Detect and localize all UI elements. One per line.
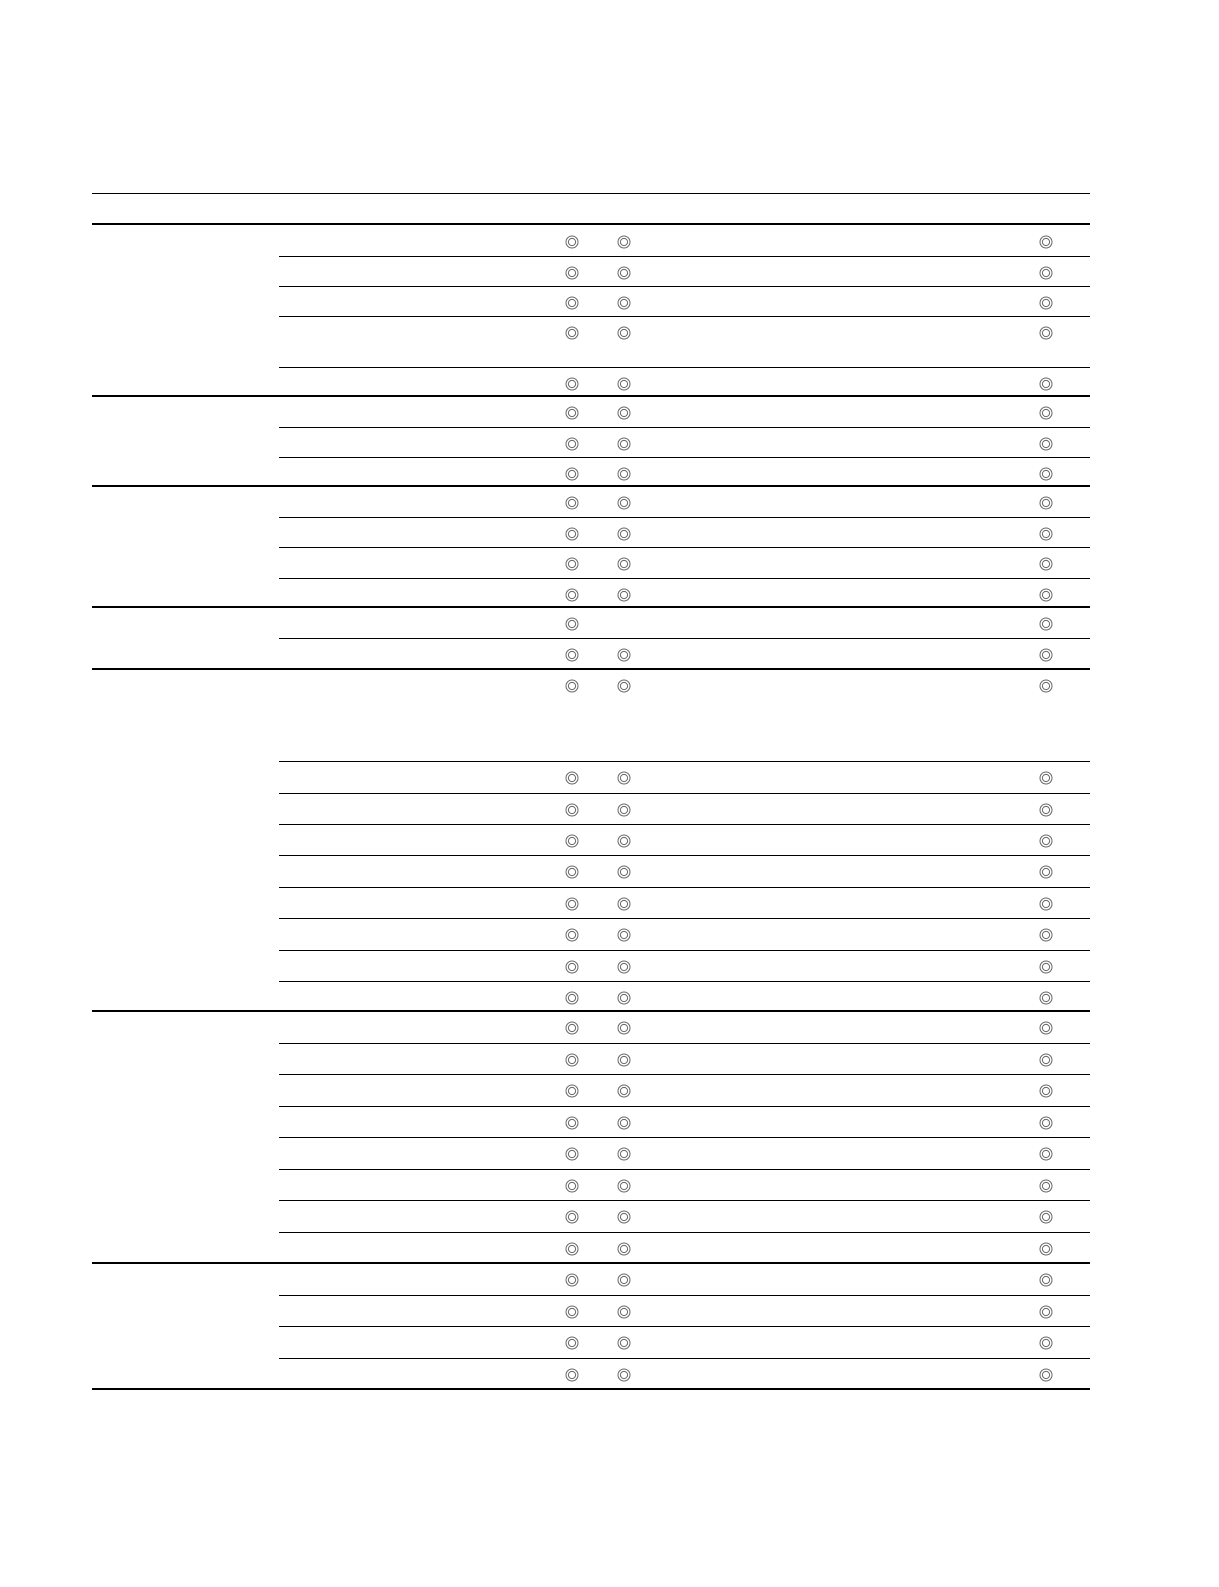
double-circle-icon — [565, 897, 579, 911]
double-circle-icon — [617, 865, 631, 879]
double-circle-icon — [565, 326, 579, 340]
row-divider — [279, 1169, 1090, 1170]
double-circle-icon — [565, 771, 579, 785]
double-circle-icon — [1039, 1210, 1053, 1224]
double-circle-icon — [1039, 377, 1053, 391]
row-divider — [279, 887, 1090, 888]
double-circle-icon — [565, 527, 579, 541]
row-divider — [279, 256, 1090, 257]
double-circle-icon — [565, 406, 579, 420]
group-divider — [92, 606, 1090, 608]
group-divider — [92, 1388, 1090, 1390]
double-circle-icon — [617, 648, 631, 662]
double-circle-icon — [617, 679, 631, 693]
double-circle-icon — [617, 467, 631, 481]
row-divider — [279, 578, 1090, 579]
double-circle-icon — [617, 1147, 631, 1161]
double-circle-icon — [565, 1021, 579, 1035]
row-divider — [279, 981, 1090, 982]
double-circle-icon — [617, 1210, 631, 1224]
double-circle-icon — [565, 1242, 579, 1256]
row-divider — [279, 517, 1090, 518]
double-circle-icon — [565, 437, 579, 451]
double-circle-icon — [565, 266, 579, 280]
double-circle-icon — [1039, 1368, 1053, 1382]
row-divider — [279, 367, 1090, 368]
row-divider — [279, 1074, 1090, 1075]
double-circle-icon — [617, 1084, 631, 1098]
group-divider — [92, 395, 1090, 397]
double-circle-icon — [565, 1179, 579, 1193]
double-circle-icon — [565, 648, 579, 662]
double-circle-icon — [617, 406, 631, 420]
row-divider — [279, 824, 1090, 825]
double-circle-icon — [617, 1179, 631, 1193]
double-circle-icon — [1039, 296, 1053, 310]
double-circle-icon — [1039, 617, 1053, 631]
row-divider — [279, 761, 1090, 762]
double-circle-icon — [565, 1116, 579, 1130]
double-circle-icon — [1039, 437, 1053, 451]
row-divider — [279, 638, 1090, 639]
double-circle-icon — [565, 1336, 579, 1350]
double-circle-icon — [565, 865, 579, 879]
double-circle-icon — [617, 235, 631, 249]
double-circle-icon — [565, 803, 579, 817]
row-divider — [279, 286, 1090, 287]
double-circle-icon — [617, 1053, 631, 1067]
double-circle-icon — [1039, 1147, 1053, 1161]
double-circle-icon — [565, 679, 579, 693]
double-circle-icon — [617, 1336, 631, 1350]
double-circle-icon — [1039, 1336, 1053, 1350]
double-circle-icon — [565, 296, 579, 310]
double-circle-icon — [617, 1368, 631, 1382]
double-circle-icon — [565, 1053, 579, 1067]
row-divider — [279, 950, 1090, 951]
double-circle-icon — [617, 588, 631, 602]
double-circle-icon — [617, 1305, 631, 1319]
group-divider — [92, 1010, 1090, 1012]
row-divider — [279, 918, 1090, 919]
double-circle-icon — [617, 377, 631, 391]
row-divider — [279, 1326, 1090, 1327]
group-divider — [92, 1262, 1090, 1264]
row-divider — [279, 457, 1090, 458]
double-circle-icon — [565, 617, 579, 631]
double-circle-icon — [565, 1305, 579, 1319]
double-circle-icon — [1039, 648, 1053, 662]
row-divider — [279, 1043, 1090, 1044]
double-circle-icon — [565, 467, 579, 481]
double-circle-icon — [1039, 235, 1053, 249]
double-circle-icon — [1039, 1273, 1053, 1287]
double-circle-icon — [617, 1116, 631, 1130]
double-circle-icon — [1039, 266, 1053, 280]
double-circle-icon — [1039, 557, 1053, 571]
double-circle-icon — [617, 897, 631, 911]
double-circle-icon — [617, 803, 631, 817]
double-circle-icon — [1039, 771, 1053, 785]
double-circle-icon — [1039, 679, 1053, 693]
double-circle-icon — [617, 991, 631, 1005]
double-circle-icon — [1039, 527, 1053, 541]
double-circle-icon — [1039, 1116, 1053, 1130]
double-circle-icon — [617, 1242, 631, 1256]
double-circle-icon — [617, 496, 631, 510]
row-divider — [279, 1137, 1090, 1138]
double-circle-icon — [1039, 467, 1053, 481]
double-circle-icon — [617, 326, 631, 340]
double-circle-icon — [1039, 928, 1053, 942]
double-circle-icon — [1039, 991, 1053, 1005]
double-circle-icon — [617, 437, 631, 451]
double-circle-icon — [565, 377, 579, 391]
double-circle-icon — [1039, 406, 1053, 420]
double-circle-icon — [1039, 588, 1053, 602]
double-circle-icon — [1039, 1242, 1053, 1256]
double-circle-icon — [617, 960, 631, 974]
row-divider — [279, 793, 1090, 794]
double-circle-icon — [565, 1368, 579, 1382]
double-circle-icon — [565, 960, 579, 974]
double-circle-icon — [1039, 803, 1053, 817]
double-circle-icon — [1039, 865, 1053, 879]
double-circle-icon — [1039, 1021, 1053, 1035]
double-circle-icon — [1039, 897, 1053, 911]
row-divider — [279, 1106, 1090, 1107]
double-circle-icon — [617, 771, 631, 785]
double-circle-icon — [565, 928, 579, 942]
double-circle-icon — [617, 527, 631, 541]
double-circle-icon — [1039, 1084, 1053, 1098]
group-divider — [92, 485, 1090, 487]
double-circle-icon — [1039, 960, 1053, 974]
double-circle-icon — [617, 266, 631, 280]
row-divider — [279, 855, 1090, 856]
double-circle-icon — [1039, 1053, 1053, 1067]
double-circle-icon — [617, 296, 631, 310]
row-divider — [279, 1200, 1090, 1201]
double-circle-icon — [565, 1084, 579, 1098]
double-circle-icon — [617, 1273, 631, 1287]
double-circle-icon — [565, 834, 579, 848]
double-circle-icon — [565, 991, 579, 1005]
double-circle-icon — [565, 1273, 579, 1287]
double-circle-icon — [565, 235, 579, 249]
double-circle-icon — [565, 1210, 579, 1224]
row-divider — [279, 316, 1090, 317]
double-circle-icon — [565, 588, 579, 602]
double-circle-icon — [1039, 326, 1053, 340]
double-circle-icon — [565, 557, 579, 571]
double-circle-icon — [565, 1147, 579, 1161]
row-divider — [279, 547, 1090, 548]
double-circle-icon — [565, 496, 579, 510]
double-circle-icon — [617, 834, 631, 848]
row-divider — [279, 1295, 1090, 1296]
double-circle-icon — [617, 557, 631, 571]
table-header-rule — [92, 223, 1090, 225]
table-top-rule — [92, 193, 1090, 194]
double-circle-icon — [617, 1021, 631, 1035]
double-circle-icon — [1039, 496, 1053, 510]
double-circle-icon — [1039, 1305, 1053, 1319]
double-circle-icon — [1039, 1179, 1053, 1193]
group-divider — [92, 668, 1090, 670]
double-circle-icon — [617, 928, 631, 942]
row-divider — [279, 1232, 1090, 1233]
row-divider — [279, 427, 1090, 428]
row-divider — [279, 1358, 1090, 1359]
double-circle-icon — [1039, 834, 1053, 848]
